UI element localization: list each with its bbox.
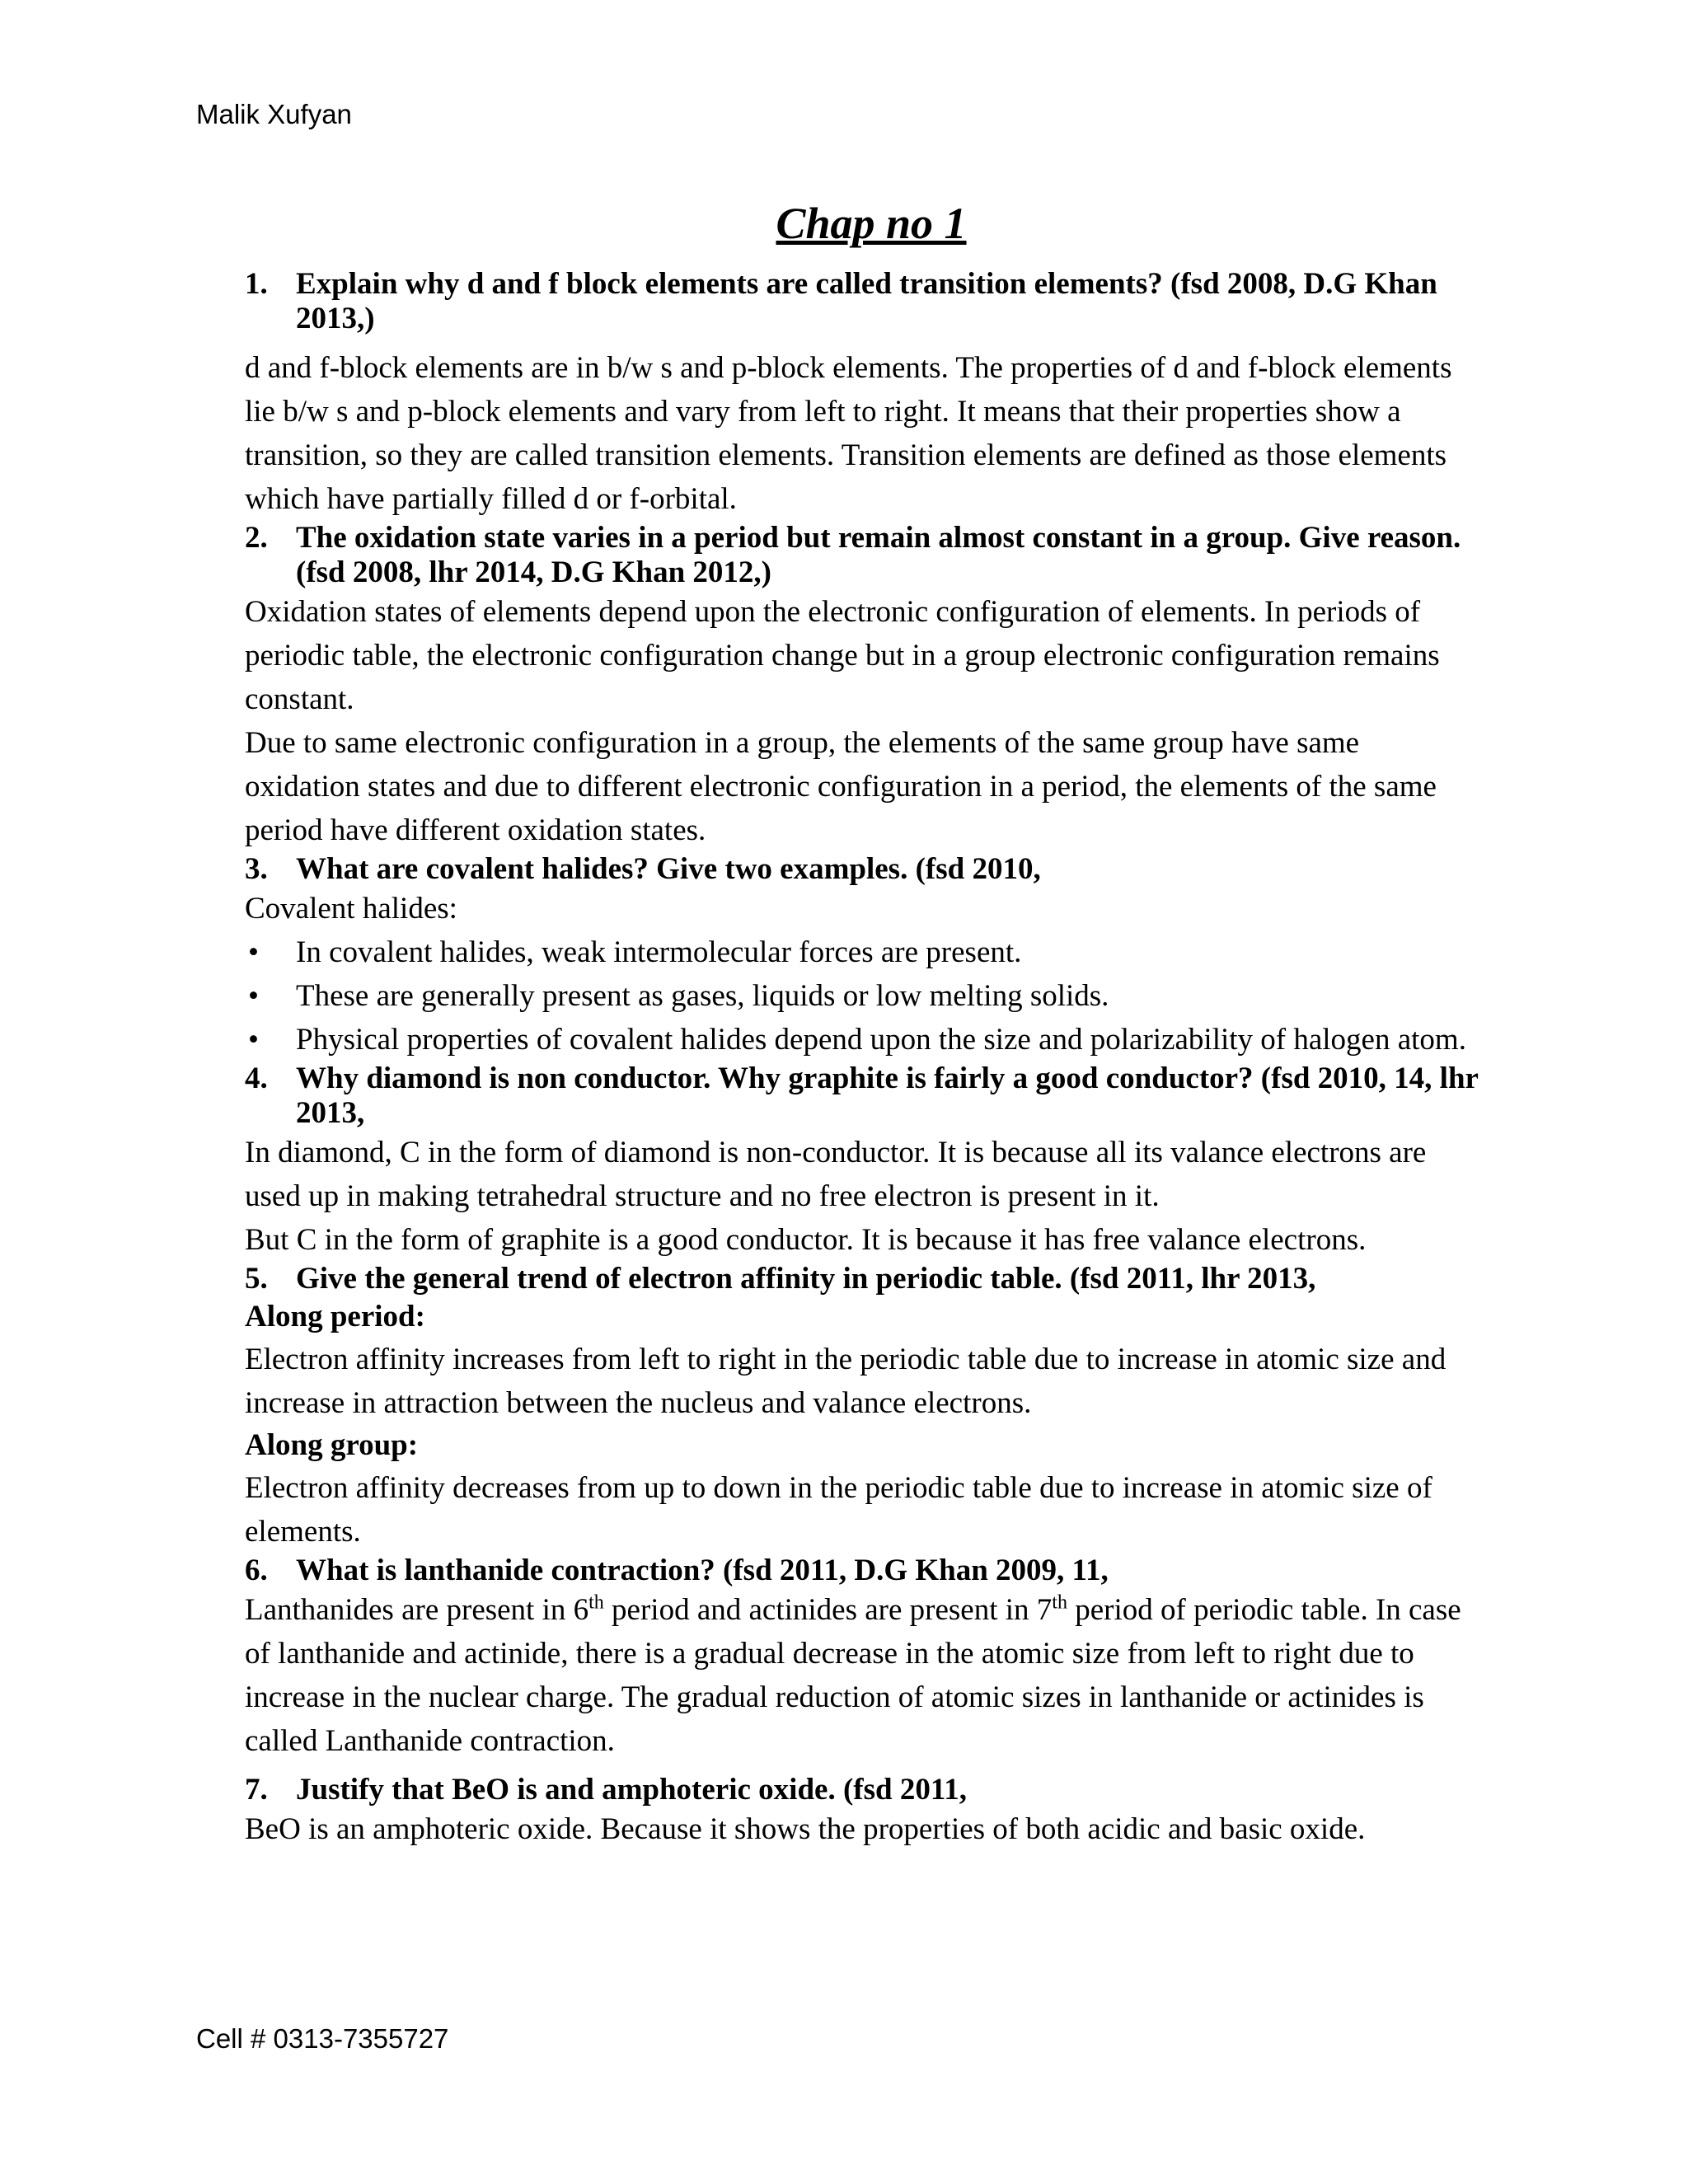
question-1 bbox=[245, 267, 1481, 336]
question-2 bbox=[245, 521, 1481, 590]
question-6 bbox=[245, 1554, 1481, 1588]
question-3 bbox=[245, 852, 1481, 887]
bullet-icon: • bbox=[248, 979, 259, 1013]
list-item bbox=[245, 974, 1481, 1018]
list-item-text: These are generally present as gases, liquids or low melting solids. bbox=[296, 979, 1109, 1013]
superscript: th bbox=[588, 1591, 604, 1614]
bullet-icon: • bbox=[248, 935, 259, 969]
question-number: 6. bbox=[245, 1554, 268, 1587]
subheading-along-period: Along period: bbox=[245, 1300, 425, 1333]
question-number: 7. bbox=[245, 1773, 268, 1807]
question-text: Why diamond is non conductor. Why graphite is fairly a good conductor? (fsd 2010, 14, lhr 2013, bbox=[296, 1062, 1479, 1130]
list-item bbox=[245, 1018, 1481, 1062]
list-item-text: Physical properties of covalent halides depend upon the size and polarizability of halogen atom. bbox=[296, 1023, 1466, 1057]
list-item bbox=[245, 930, 1481, 974]
question-number: 3. bbox=[245, 852, 268, 886]
answer-paragraph: Oxidation states of elements depend upon the electronic configuration of elements. In periods of periodic table, the electronic configuration change but in a group electronic configuration remains constant. bbox=[245, 595, 1440, 716]
question-text: What is lanthanide contraction? (fsd 2011, D.G Khan 2009, 11, bbox=[296, 1554, 1109, 1587]
question-4 bbox=[245, 1062, 1481, 1131]
subheading-along-group: Along group: bbox=[245, 1428, 419, 1462]
question-5 bbox=[245, 1262, 1481, 1296]
page-header-author: Malik Xufyan bbox=[196, 99, 352, 129]
question-number: 2. bbox=[245, 521, 268, 555]
bullet-list bbox=[245, 930, 1481, 1062]
answer-paragraph: BeO is an amphoteric oxide. Because it shows the properties of both acidic and basic oxide. bbox=[245, 1812, 1366, 1846]
answer-paragraph bbox=[245, 1588, 1481, 1763]
answer-paragraph: In diamond, C in the form of diamond is non-conductor. It is because all its valance electrons are used up in making tetrahedral structure and no free electron is present in it. bbox=[245, 1136, 1427, 1213]
question-number: 4. bbox=[245, 1062, 268, 1095]
bullet-icon: • bbox=[248, 1023, 259, 1057]
answer-paragraph: But C in the form of graphite is a good conductor. It is because it has free valance electrons. bbox=[245, 1223, 1367, 1257]
document-body bbox=[245, 196, 1481, 1851]
answer-paragraph: d and f-block elements are in b/w s and p-block elements. The properties of d and f-block elements lie b/w s and p-block elements and vary from left to right. It means that their properties show a transition, so they are called transition elements. Transition elements are defined as those elements which have partially filled d or f-orbital. bbox=[245, 351, 1452, 516]
answer-paragraph: Due to same electronic configuration in a group, the elements of the same group have same oxidation states and due to different electronic configuration in a period, the elements of the same period have different oxidation states. bbox=[245, 726, 1437, 847]
chapter-title: Chap no 1 bbox=[776, 199, 967, 248]
answer-paragraph: Electron affinity decreases from up to down in the periodic table due to increase in atomic size of elements. bbox=[245, 1471, 1432, 1549]
question-text: Give the general trend of electron affinity in periodic table. (fsd 2011, lhr 2013, bbox=[296, 1262, 1316, 1296]
list-item-text: In covalent halides, weak intermolecular forces are present. bbox=[296, 935, 1022, 969]
superscript: th bbox=[1052, 1591, 1067, 1614]
answer-text: Lanthanides are present in 6 bbox=[245, 1593, 589, 1627]
question-7 bbox=[245, 1773, 1481, 1807]
question-text: What are covalent halides? Give two examples. (fsd 2010, bbox=[296, 852, 1041, 886]
answer-intro: Covalent halides: bbox=[245, 892, 457, 926]
question-number: 1. bbox=[245, 267, 268, 301]
answer-text: period of periodic table. In case of lanthanide and actinide, there is a gradual decrease in the atomic size from left to right due to increase in the nuclear charge. The gradual reduction of atomic sizes in lanthanide or actinides is called Lanthanide contraction. bbox=[245, 1593, 1461, 1758]
answer-text: period and actinides are present in 7 bbox=[603, 1593, 1053, 1627]
question-text: Justify that BeO is and amphoteric oxide. (fsd 2011, bbox=[296, 1773, 968, 1807]
question-text: Explain why d and f block elements are called transition elements? (fsd 2008, D.G Khan 2013,) bbox=[296, 267, 1437, 335]
question-text: The oxidation state varies in a period but remain almost constant in a group. Give reason. (fsd 2008, lhr 2014, D.G Khan 2012,) bbox=[296, 521, 1461, 589]
answer-paragraph: Electron affinity increases from left to right in the periodic table due to increase in atomic size and increase in attraction between the nucleus and valance electrons. bbox=[245, 1343, 1447, 1420]
page-footer-cell: Cell # 0313-7355727 bbox=[196, 2023, 449, 2054]
question-number: 5. bbox=[245, 1262, 268, 1296]
